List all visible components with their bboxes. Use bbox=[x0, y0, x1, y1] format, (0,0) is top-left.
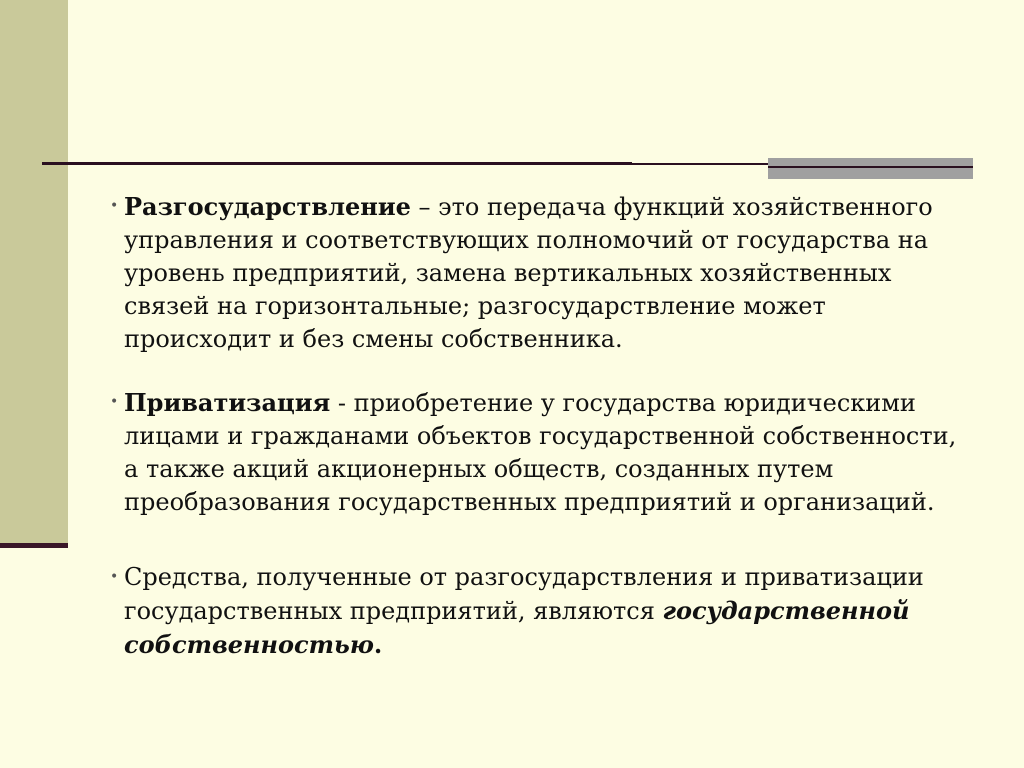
bullet-item-3 bbox=[110, 561, 970, 662]
emphasis-text: государственной собственностью bbox=[124, 596, 910, 659]
slide-content bbox=[110, 190, 970, 662]
left-bar-bottom-rule bbox=[0, 543, 68, 548]
statement-end: . bbox=[373, 630, 383, 659]
definition-text: – это передача функций хозяйственного управления и соответствующих полномочий от государства на уровень предприятий, замена вертикальных хозяйственных связей на горизонтальные; разгосударствление может происходит и без смены собственника. bbox=[124, 193, 933, 353]
bullet-item-2 bbox=[110, 386, 970, 519]
title-divider-thin bbox=[632, 163, 768, 165]
term-privatizatsiya: Приватизация bbox=[124, 388, 331, 417]
term-razgosudarstvlenie: Разгосударствление bbox=[124, 192, 411, 221]
gray-accent-block-bottom bbox=[768, 168, 973, 179]
title-divider-rule bbox=[42, 162, 632, 165]
bullet-marker: • bbox=[110, 394, 119, 410]
bullet-item-1 bbox=[110, 190, 970, 356]
left-decorative-bar bbox=[0, 0, 68, 546]
bullet-marker: • bbox=[110, 569, 119, 585]
statement-text: Средства, полученные от разгосударствления и приватизации государственных предприятий, являются bbox=[124, 563, 924, 625]
bullet-marker: • bbox=[110, 198, 119, 214]
definition-text: - приобретение у государства юридическими лицами и гражданами объектов государственной собственности, а также акций акционерных обществ, созданных путем преобразования государственных предприятий и организаций. bbox=[124, 389, 957, 516]
